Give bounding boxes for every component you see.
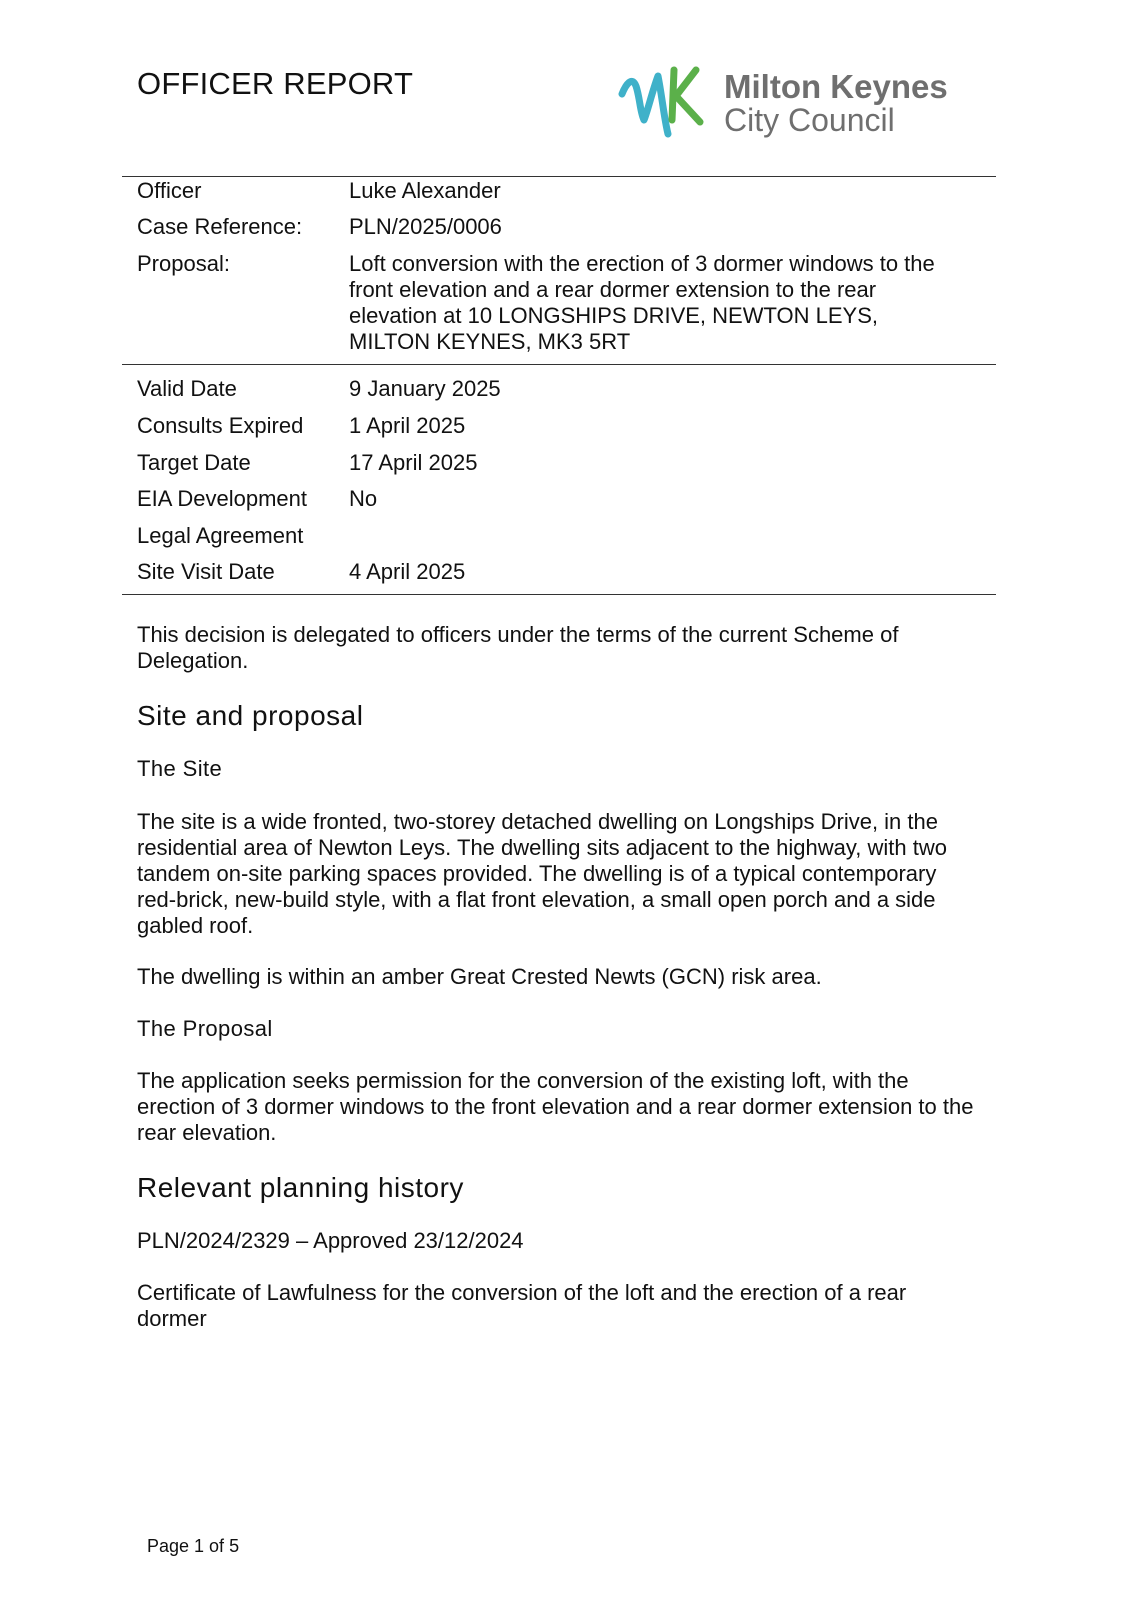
table-middle-rule bbox=[122, 364, 996, 365]
site-visit-date-value: 4 April 2025 bbox=[349, 559, 466, 584]
page-number: Page 1 of 5 bbox=[147, 1536, 240, 1556]
case-reference-value: PLN/2025/0006 bbox=[349, 214, 502, 239]
target-date-value: 17 April 2025 bbox=[349, 450, 478, 475]
eia-development-value: No bbox=[349, 486, 378, 511]
council-logo bbox=[618, 62, 998, 142]
the-proposal-heading: The Proposal bbox=[137, 1016, 273, 1041]
proposal-label: Proposal: bbox=[137, 251, 230, 276]
site-visit-date-label: Site Visit Date bbox=[137, 559, 275, 584]
planning-history-reference: PLN/2024/2329 – Approved 23/12/2024 bbox=[137, 1228, 524, 1253]
site-description: The site is a wide fronted, two-storey detached dwelling on Longships Drive, in the residential area of Newton Leys. The dwelling sits adjacent to the highway, with two tandem on-site parking spaces provided. The dwelling is of a typical contemporary red-brick, new-build style, with a flat front elevation, a small open porch and a side gabled roof. bbox=[137, 809, 947, 938]
consults-expired-label: Consults Expired bbox=[137, 413, 304, 438]
planning-history-description: Certificate of Lawfulness for the conversion of the loft and the erection of a rear dormer bbox=[137, 1280, 907, 1331]
delegation-text: This decision is delegated to officers under the terms of the current Scheme of Delegation. bbox=[137, 622, 899, 673]
planning-history-heading: Relevant planning history bbox=[137, 1172, 464, 1203]
the-site-heading: The Site bbox=[137, 756, 223, 781]
case-reference-label: Case Reference: bbox=[137, 214, 303, 239]
target-date-label: Target Date bbox=[137, 450, 251, 475]
officer-label: Officer bbox=[137, 178, 202, 203]
valid-date-label: Valid Date bbox=[137, 376, 237, 401]
proposal-value: Loft conversion with the erection of 3 dormer windows to the front elevation and a rear dormer extension to the rear elevation at 10 LONGSHIPS DRIVE, NEWTON LEYS, MILTON KEYNES, MK3 5RT bbox=[349, 251, 935, 354]
legal-agreement-label: Legal Agreement bbox=[137, 523, 304, 548]
gcn-risk-text: The dwelling is within an amber Great Crested Newts (GCN) risk area. bbox=[137, 964, 822, 989]
eia-development-label: EIA Development bbox=[137, 486, 307, 511]
page-title: OFFICER REPORT bbox=[137, 66, 414, 101]
mk-logo-icon bbox=[618, 62, 718, 142]
logo-text-line1: Milton Keynes bbox=[724, 68, 948, 105]
officer-value: Luke Alexander bbox=[349, 178, 501, 203]
logo-text-line2: City Council bbox=[724, 102, 895, 138]
proposal-description: The application seeks permission for the conversion of the existing loft, with the erection of 3 dormer windows to the front elevation and a rear dormer extension to the rear elevation. bbox=[137, 1068, 974, 1145]
table-top-rule bbox=[122, 176, 996, 177]
site-and-proposal-heading: Site and proposal bbox=[137, 700, 364, 731]
table-bottom-rule bbox=[122, 594, 996, 595]
valid-date-value: 9 January 2025 bbox=[349, 376, 501, 401]
consults-expired-value: 1 April 2025 bbox=[349, 413, 466, 438]
